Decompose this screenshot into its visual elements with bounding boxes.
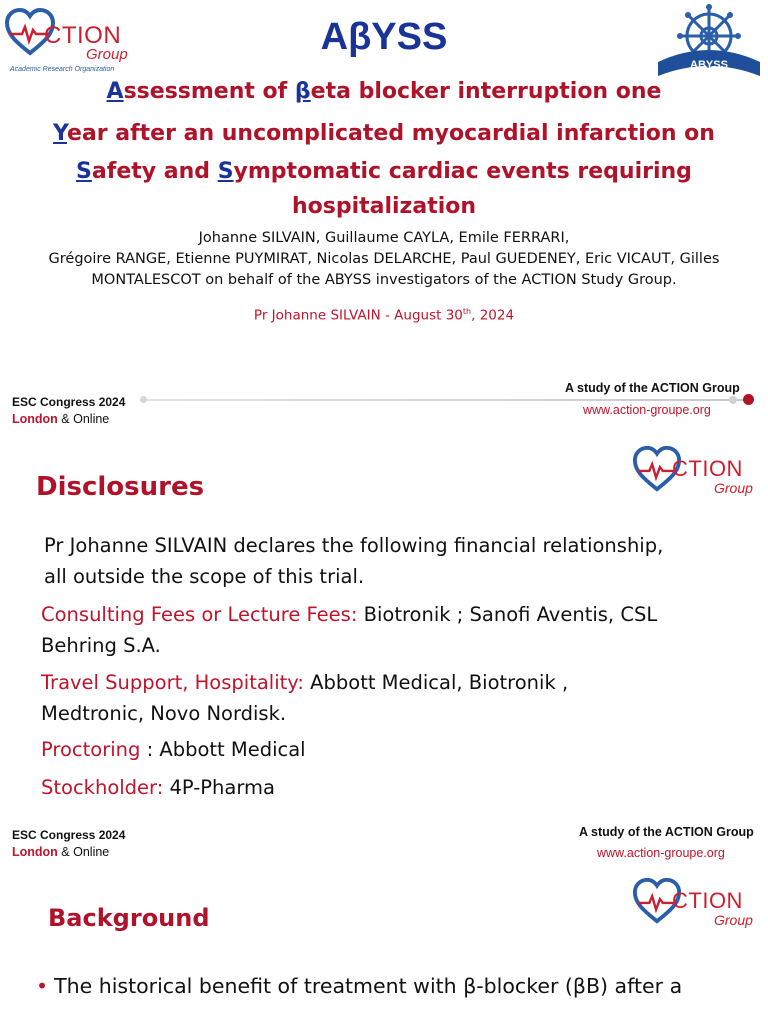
bullet-marker: • (36, 974, 49, 998)
study-label: A study of the ACTION Group (565, 381, 740, 395)
slide-title: Background (48, 904, 210, 932)
study-label: A study of the ACTION Group (579, 825, 754, 839)
timeline-dot (140, 396, 147, 403)
action-group-logo (632, 444, 758, 500)
logo-group-text: Group (714, 912, 753, 928)
trial-title-line-1: Assessment of βeta blocker interruption one (106, 79, 662, 104)
disclosure-label: Stockholder: (41, 776, 164, 799)
trial-title-line-3: Safety and Symptomatic cardiac events requiring (76, 159, 692, 184)
timeline-dot (729, 396, 737, 404)
website-link[interactable]: www.action-groupe.org (583, 403, 711, 417)
disclosure-item: Stockholder: 4P-Pharma (41, 776, 275, 799)
logo-wordmark: CTION (672, 456, 743, 481)
disclosure-item: Travel Support, Hospitality: Abbott Medical, Biotronik , Medtronic, Novo Nordisk. (41, 671, 569, 725)
author-line: Johanne SILVAIN, Guillaume CAYLA, Emile FERRARI, (198, 230, 570, 246)
action-group-logo (632, 876, 758, 932)
slide-title: Disclosures (36, 472, 205, 502)
bullet-item: • The historical benefit of treatment with β-blocker (βB) after a (36, 974, 683, 998)
website-link[interactable]: www.action-groupe.org (597, 846, 725, 860)
disclosure-label: Proctoring (41, 738, 141, 761)
disclosure-label: Travel Support, Hospitality: (41, 671, 304, 694)
disclosure-label: Consulting Fees or Lecture Fees: (41, 603, 358, 626)
logo-group-text: Group (86, 46, 128, 63)
logo-tagline: Academic Research Organization (10, 66, 115, 73)
disclosure-item: Consulting Fees or Lecture Fees: Biotronik ; Sanofi Aventis, CSL Behring S.A. (41, 603, 658, 657)
trial-title-line-2: Year after an uncomplicated myocardial infarction on (53, 121, 715, 146)
disclosure-item: Proctoring : Abbott Medical (41, 738, 306, 761)
timeline-divider (140, 399, 745, 401)
author-line: Grégoire RANGE, Etienne PUYMIRAT, Nicolas DELARCHE, Paul GUEDENEY, Eric VICAUT, Gilles (48, 251, 720, 267)
logo-wordmark: CTION (44, 22, 122, 49)
presenter-date: Pr Johanne SILVAIN - August 30th, 2024 (253, 307, 515, 324)
trial-acronym: AβYSS (320, 16, 448, 58)
timeline-dot-accent (743, 394, 754, 405)
congress-location: London & Online (12, 412, 110, 426)
author-list (20, 228, 748, 291)
congress-name: ESC Congress 2024 (12, 395, 126, 409)
abyss-badge-text: ABYSS (690, 59, 728, 71)
logo-wordmark: CTION (672, 888, 743, 913)
logo-group-text: Group (714, 480, 753, 496)
trial-title-line-4: hospitalization (291, 194, 477, 219)
author-line: MONTALESCOT on behalf of the ABYSS investigators of the ACTION Study Group. (91, 272, 677, 288)
congress-name: ESC Congress 2024 (12, 828, 126, 842)
congress-location: London & Online (12, 845, 110, 859)
disclosure-intro: Pr Johanne SILVAIN declares the following financial relationship, all outside the scope of this trial. (44, 534, 664, 588)
